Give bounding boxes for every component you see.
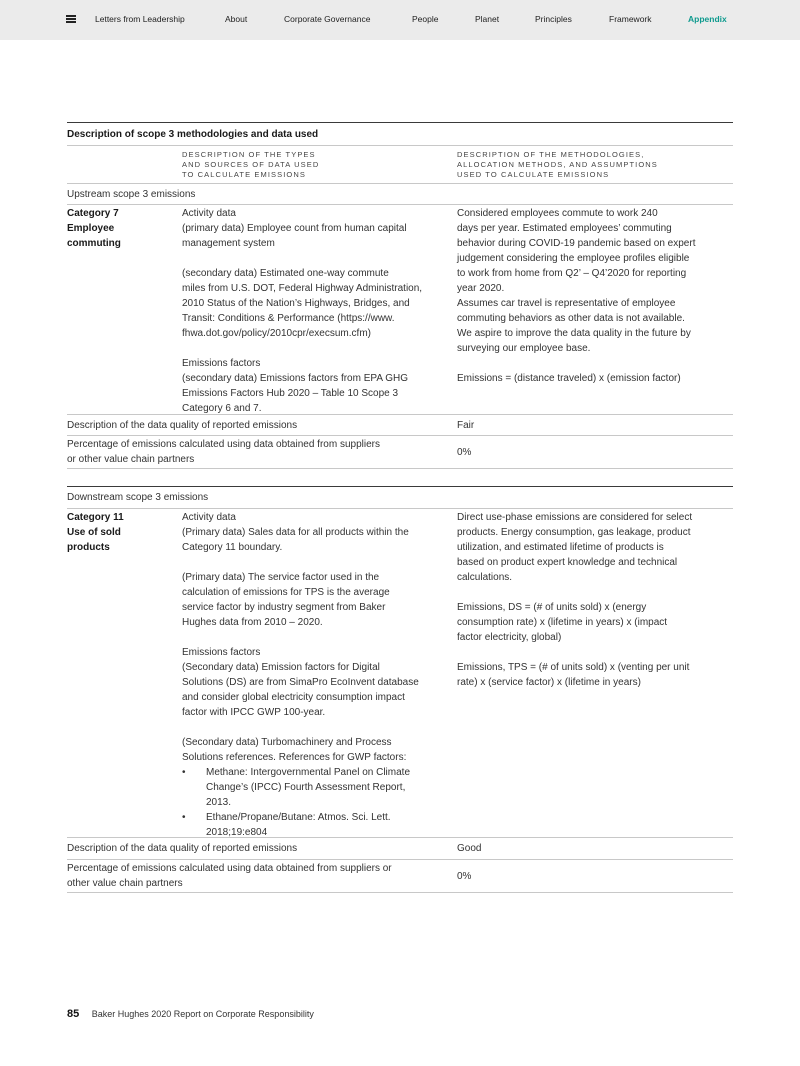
report-title: Baker Hughes 2020 Report on Corporate Responsibility: [91, 1009, 314, 1019]
upstream-quality-row: [67, 415, 733, 435]
table-header-row: [67, 146, 733, 183]
downstream-table: [67, 486, 733, 893]
section-upstream: Upstream scope 3 emissions: [67, 189, 196, 200]
upstream-table: [67, 122, 733, 469]
nav-corporate-governance[interactable]: Corporate Governance: [284, 14, 371, 24]
nav-planet[interactable]: Planet: [475, 14, 500, 24]
category-11-label: Category 11 Use of sold products: [67, 512, 124, 553]
header-types-sources: DESCRIPTION OF THE TYPES AND SOURCES OF DATA USED TO CALCULATE EMISSIONS: [182, 150, 320, 179]
nav-people[interactable]: People: [412, 14, 439, 24]
nav-letters-from-leadership[interactable]: Letters from Leadership: [95, 14, 185, 24]
top-navigation: [0, 0, 800, 40]
category-7-data-sources: Activity data (primary data) Employee count from human capital management system (secondary data) Estimated one-way commute miles from U.S. DOT, Federal Highway Administration, 2010 Status of the Nation’s Highways, Bridges, and Transit: Conditions & Performance (https://www. fhwa.dot.gov/policy/2010cpr/execsum.cfm) Emissions factors (secondary data) Emissions factors from EPA GHG Emissions Factors Hub 2020 – Table 10 Scope 3 Category 6 and 7.: [182, 208, 423, 414]
nav-about[interactable]: About: [225, 14, 248, 24]
category-11-methodology: Direct use-phase emissions are considered for select products. Energy consumption, gas leakage, product utilization, and estimated lifetime of products is based on product expert knowledge and technical calculations. Emissions, DS = (# of units sold) x (energy consumption rate) x (lifetime in years) x (impact factor electricity, global) Emissions, TPS = (# of units sold) x (venting per unit rate) x (service factor) x (lifetime in years): [457, 512, 693, 688]
table-title: Description of scope 3 methodologies and data used: [67, 129, 319, 140]
percentage-label: Percentage of emissions calculated using data obtained from suppliers or other value chain partners: [67, 439, 380, 465]
quality-value: Good: [457, 843, 482, 854]
nav-appendix[interactable]: Appendix: [688, 14, 727, 24]
percentage-label: Percentage of emissions calculated using data obtained from suppliers or other value chain partners: [67, 863, 392, 889]
category-7-label: Category 7 Employee commuting: [67, 208, 121, 249]
nav-framework[interactable]: Framework: [609, 14, 652, 24]
category-7-row: [67, 205, 733, 414]
header-methodologies: DESCRIPTION OF THE METHODOLOGIES, ALLOCATION METHODS, AND ASSUMPTIONS USED TO CALCULATE EMISSIONS: [457, 150, 658, 179]
category-7-methodology: Considered employees commute to work 240 days per year. Estimated employees’ commuting behavior during COVID-19 pandemic based on expert judgement considering the employee profiles eligible to work from home from Q2’ – Q4’2020 for reporting year 2020. Assumes car travel is representative of employee commuting behaviors as other data is not available. We aspire to improve the data quality in the future by surveying our employee base. Emissions = (distance traveled) x (emission factor): [457, 208, 696, 384]
downstream-percentage-row: [67, 860, 733, 892]
list-item: • Ethane/Propane/Butane: Atmos. Sci. Lett. 2018;19:e804: [182, 810, 452, 840]
gwp-references-list: [182, 765, 452, 840]
quality-label: Description of the data quality of reported emissions: [67, 843, 298, 854]
percentage-value: 0%: [457, 871, 472, 882]
percentage-value: 0%: [457, 447, 472, 458]
page-number: 85: [67, 1008, 80, 1020]
downstream-quality-row: [67, 838, 733, 859]
menu-icon[interactable]: [66, 15, 76, 23]
page-footer: [67, 1004, 314, 1022]
upstream-percentage-row: [67, 436, 733, 468]
nav-principles[interactable]: Principles: [535, 14, 572, 24]
section-downstream: Downstream scope 3 emissions: [67, 492, 209, 503]
quality-value: Fair: [457, 420, 475, 431]
list-item: • Methane: Intergovernmental Panel on Climate Change’s (IPCC) Fourth Assessment Report, 2013.: [182, 765, 452, 810]
category-11-data-sources: Activity data (Primary data) Sales data for all products within the Category 11 boundary. (Primary data) The service factor used in the calculation of emissions for TPS is the average service factor by industry segment from Baker Hughes data from 2010 – 2020. Emissions factors (Secondary data) Emission factors for Digital Solutions (DS) are from SimaPro EcoInvent database and consider global electricity consumption impact factor with IPCC GWP 100-year. (Secondary data) Turbomachinery and Process Solutions references. References for GWP factors: • Methane: Intergovernmental Panel on Climate Change’s (IPCC) Fourth Assessment Report, 2013. • Ethane/Propane/Butane: Atmos. Sci. Lett. 2018;19:e804: [182, 510, 452, 840]
quality-label: Description of the data quality of reported emissions: [67, 420, 298, 431]
category-11-row: [67, 509, 733, 837]
